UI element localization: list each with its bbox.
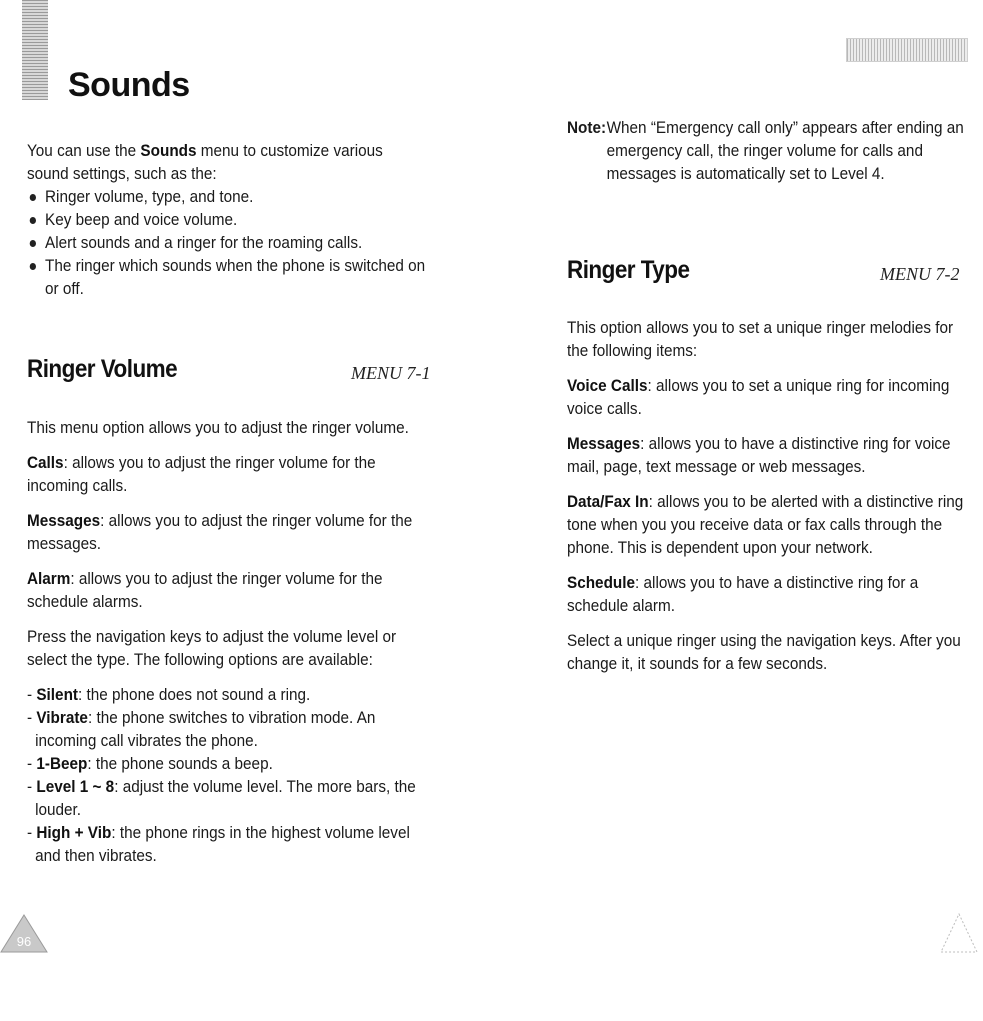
definition-item: Messages: allows you to adjust the ringer volume for the messages.: [27, 511, 413, 553]
corner-triangle-graphic: [940, 912, 978, 954]
note-label: Note:: [567, 118, 607, 137]
intro-section: [27, 139, 428, 300]
list-item: - Silent: the phone does not sound a ring.: [27, 685, 311, 704]
definition-item: Schedule: allows you to have a distinctive ring for a schedule alarm.: [567, 573, 919, 615]
header-texture-graphic: [846, 38, 968, 62]
list-item: - 1-Beep: the phone sounds a beep.: [27, 754, 273, 773]
definition-item: Messages: allows you to have a distinctive ring for voice mail, page, text message or web messages.: [567, 434, 951, 476]
ringer-type-closing: Select a unique ringer using the navigation keys. After you change it, it sounds for a few seconds.: [567, 631, 961, 673]
note-text: When “Emergency call only” appears after ending an emergency call, the ringer volume for calls and messages is automatically set to Level 4.: [606, 118, 964, 183]
ringer-type-body: [567, 316, 968, 687]
definition-item: Data/Fax In: allows you to be alerted with a distinctive ring tone when you you receive data or fax calls through the phone. This is dependent upon your network.: [567, 492, 964, 557]
definition-item: Calls: allows you to adjust the ringer volume for the incoming calls.: [27, 453, 376, 495]
ringer-type-heading: Ringer Type: [567, 256, 690, 284]
list-item: Alert sounds and a ringer for the roaming calls.: [27, 231, 428, 254]
ringer-volume-body: [27, 416, 428, 867]
ringer-volume-press-text: Press the navigation keys to adjust the volume level or select the type. The following options are available:: [27, 627, 397, 669]
chapter-tab-graphic: [22, 0, 48, 100]
ringer-type-menu-ref: MENU 7-2: [880, 264, 960, 284]
ringer-volume-menu-ref: MENU 7-1: [351, 363, 431, 383]
list-item: Key beep and voice volume.: [27, 208, 428, 231]
list-item: - Vibrate: the phone switches to vibration mode. An incoming call vibrates the phone.: [27, 708, 376, 750]
definition-item: Voice Calls: allows you to set a unique ring for incoming voice calls.: [567, 376, 950, 418]
page-number-badge: [0, 913, 48, 953]
list-item: Ringer volume, type, and tone.: [27, 185, 428, 208]
ringer-volume-heading: Ringer Volume: [27, 355, 178, 383]
list-item: The ringer which sounds when the phone is switched on or off.: [27, 254, 428, 300]
volume-options-list: [27, 683, 428, 867]
page-number: 96: [16, 934, 32, 949]
ringer-type-desc: This option allows you to set a unique ringer melodies for the following items:: [567, 318, 954, 360]
intro-paragraph: You can use the Sounds menu to customize various sound settings, such as the:: [27, 141, 383, 183]
list-item: - High + Vib: the phone rings in the highest volume level and then vibrates.: [27, 823, 410, 865]
triangle-icon: [0, 913, 48, 953]
page-title: Sounds: [68, 66, 190, 104]
list-item: - Level 1 ~ 8: adjust the volume level. The more bars, the louder.: [27, 777, 416, 819]
intro-bullet-list: [27, 185, 428, 300]
definition-item: Alarm: allows you to adjust the ringer volume for the schedule alarms.: [27, 569, 383, 611]
note-block: [567, 116, 968, 185]
ringer-volume-desc: This menu option allows you to adjust the ringer volume.: [27, 418, 409, 437]
